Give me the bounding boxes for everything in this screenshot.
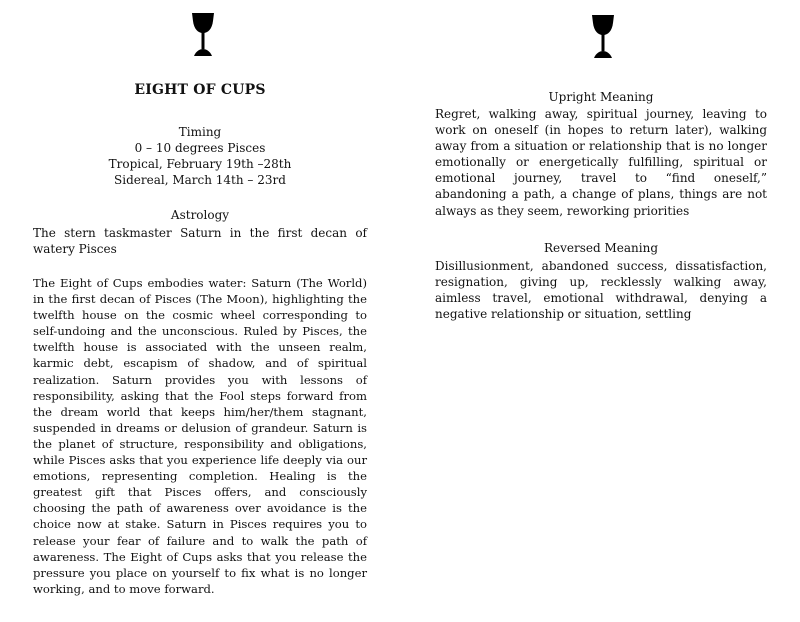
timing-heading: Timing	[178, 125, 222, 139]
card-title: EIGHT OF CUPS	[134, 82, 266, 98]
timing-degrees: 0 – 10 degrees Pisces	[134, 141, 266, 155]
chalice-icon	[590, 14, 616, 60]
body-paragraph: The Eight of Cups embodies water: Saturn (The World) in the first decan of Pisces (The Moon), highlighting the twelfth house on the cosmic wheel corresponding to self-undoing and the unconscious. Ruled by Pisces, the twelfth house is associated with the unseen realm, karmic debt, escapism of shadow, and of spiritual realization. Saturn provides you with lessons of responsibility, asking that the Fool steps forward from the dream world that keeps him/her/them stagnant, suspended in dreams or delusion of grandeur. Saturn is the planet of structure, responsibility and obligations, while Pisces asks that you experience life deeply via our emotions, representing completion. Healing is the greatest gift that Pisces offers, and consciously choosing the path of awareness over avoidance is the choice now at stake. Saturn in Pisces requires you to release your fear of failure and to walk the path of awareness. The Eight of Cups asks that you release the pressure you place on yourself to fix what is no longer working, and to move forward.	[33, 276, 367, 596]
reversed-text: Disillusionment, abandoned success, dissatisfaction, resignation, giving up, recklessly walking away, aimless travel, emotional withdrawal, denying a negative relationship or situation, settling	[435, 259, 767, 322]
astrology-heading: Astrology	[170, 208, 230, 222]
upright-text: Regret, walking away, spiritual journey, leaving to work on oneself (in hopes to return later), walking away from a situation or relationship that is no longer emotionally or energetically fulfilling, spiritual or emotional journey, travel to “find oneself,” abandoning a path, a change of plans, things are not always as they seem, reworking priorities	[435, 107, 767, 218]
timing-tropical: Tropical, February 19th –28th	[108, 157, 292, 171]
reversed-heading: Reversed Meaning	[543, 241, 659, 255]
astrology-text: The stern taskmaster Saturn in the first decan of watery Pisces	[33, 226, 367, 257]
timing-sidereal: Sidereal, March 14th – 23rd	[114, 173, 286, 187]
chalice-icon	[190, 12, 216, 58]
upright-heading: Upright Meaning	[548, 90, 654, 104]
timing-block	[33, 124, 367, 188]
